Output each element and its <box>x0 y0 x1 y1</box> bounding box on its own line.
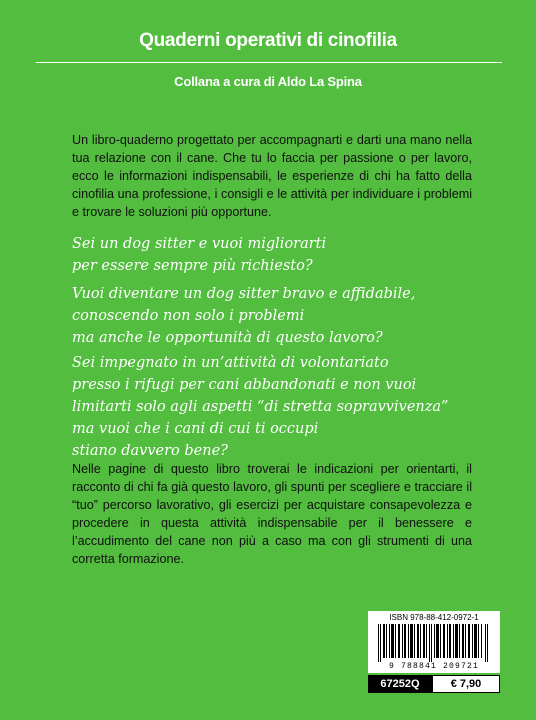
question-line: Vuoi diventare un dog sitter bravo e affidabile, <box>72 286 416 302</box>
question-line: Sei un dog sitter e vuoi migliorarti <box>72 236 327 252</box>
question-block-1 <box>72 233 502 277</box>
question-line: presso i rifugi per cani abbandonati e non vuoi <box>72 377 417 393</box>
series-title: Quaderni operativi di cinofilia <box>139 30 397 51</box>
question-line: limitarti solo agli aspetti “di stretta sopravvivenza” <box>72 399 449 415</box>
question-line: ma vuoi che i cani di cui ti occupi <box>72 421 319 437</box>
question-line: stiano davvero bene? <box>72 443 228 459</box>
question-line: per essere sempre più richiesto? <box>72 258 313 274</box>
series-editor: Collana a cura di Aldo La Spina <box>174 74 362 89</box>
question-line: conoscendo non solo i problemi <box>72 308 305 324</box>
price-tag: € 7,90 <box>432 675 500 693</box>
outro-paragraph: Nelle pagine di questo libro troverai le indicazioni per orientarti, il racconto di chi fa già questo lavoro, gli spunti per scegliere e tracciare il “tuo” percorso lavorativo, gli esercizi per acquistare consapevolezza e procedere in questa attività indispensabile per il benessere e l’accudimento del cane non più a caso ma con gli strumenti di una corretta formazione. <box>72 462 472 566</box>
product-code: 67252Q <box>368 675 432 693</box>
question-block-3 <box>72 352 502 462</box>
question-line: ma anche le opportunità di questo lavoro? <box>72 330 383 346</box>
barcode-icon <box>378 624 490 662</box>
question-line: Sei impegnato in un’attività di volontariato <box>72 355 389 371</box>
barcode-box <box>368 611 500 673</box>
title-divider <box>36 62 502 63</box>
question-block-2 <box>72 283 502 349</box>
intro-paragraph: Un libro-quaderno progettato per accompagnarti e darti una mano nella tua relazione con il cane. Che tu lo faccia per passione o per lavoro, ecco le informazioni indispensabili, le esperienze di chi ha fatto della cinofilia una professione, i consigli e le attività per individuare i problemi e trovare le soluzioni più opportune. <box>72 133 472 219</box>
isbn-label: ISBN 978-88-412-0972-1 <box>389 613 479 622</box>
barcode-digits: 9 788841 209721 <box>388 662 479 671</box>
